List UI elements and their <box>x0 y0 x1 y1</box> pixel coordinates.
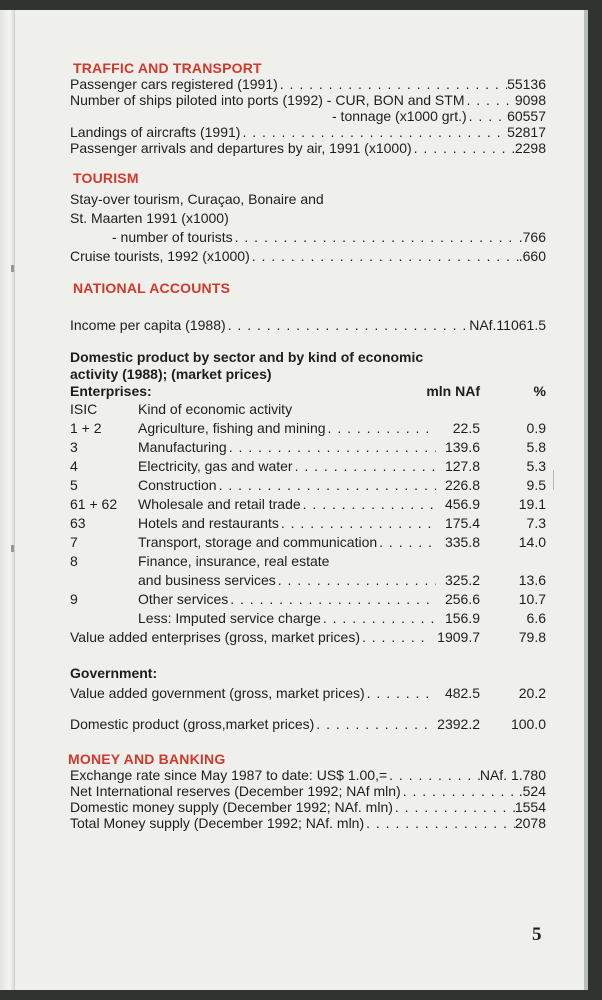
mln-value: 482.5 <box>444 685 480 701</box>
row-label: Total Money supply (December 1992; NAf. mln) <box>70 815 365 831</box>
dot-leader <box>250 247 519 266</box>
dot-leader <box>227 438 436 457</box>
tourism-row <box>70 228 546 247</box>
government-label: Government: <box>70 665 158 681</box>
row-label: Landings of aircrafts (1991) <box>70 124 241 140</box>
mln-value: 139.6 <box>444 439 480 455</box>
dot-leader <box>377 533 436 552</box>
activity-name: Wholesale and retail trade <box>138 496 301 512</box>
money-row <box>70 815 546 831</box>
row-label: Domestic product (gross,market prices) <box>70 716 315 732</box>
row-value: 52817 <box>507 124 546 140</box>
isic-code: 5 <box>70 477 78 493</box>
money-row <box>70 799 546 815</box>
pct-value: 20.2 <box>518 685 546 701</box>
isic-code: 8 <box>70 553 78 569</box>
dot-leader <box>233 228 519 247</box>
value-added-government-row <box>70 683 546 703</box>
row-value: .524 <box>518 783 546 799</box>
pct-value: 7.3 <box>526 515 546 531</box>
domestic-product-row <box>70 715 546 734</box>
pct-value: 6.6 <box>526 610 546 626</box>
row-label: Number of ships piloted into ports (1992) - CUR, BON and STM <box>70 92 465 108</box>
row-label: Passenger arrivals and departures by air, 1991 (x1000) <box>70 140 412 156</box>
activity-name: Construction <box>138 477 217 493</box>
pct-value: 0.9 <box>526 420 546 436</box>
page-number: 5 <box>532 924 542 945</box>
traffic-row <box>70 124 546 140</box>
sector-row <box>70 476 546 495</box>
row-value: .766 <box>518 229 546 245</box>
row-label: - tonnage (x1000 grt.) <box>332 108 467 124</box>
traffic-row <box>70 76 546 92</box>
section-title-tourism: TOURISM <box>73 170 139 186</box>
row-value: 60557 <box>507 108 546 124</box>
dot-leader <box>387 767 480 783</box>
pct-value: 9.5 <box>526 477 546 493</box>
binding-mark <box>11 265 14 272</box>
sector-row <box>70 514 546 533</box>
row-value: 1554 <box>514 799 546 815</box>
binding-mark <box>11 545 14 552</box>
mln-value: 175.4 <box>444 515 480 531</box>
isic-code: 63 <box>70 515 86 531</box>
dot-leader <box>321 609 436 628</box>
pct-value: 19.1 <box>518 496 546 512</box>
sector-row <box>70 438 546 457</box>
activity-name: Less: Imputed service charge <box>138 610 321 626</box>
sector-row <box>70 590 546 609</box>
dot-leader <box>226 316 470 335</box>
dot-leader <box>465 92 515 108</box>
money-row <box>70 783 546 799</box>
gdp-heading: activity (1988); (market prices) <box>70 366 272 382</box>
sector-row <box>70 571 546 590</box>
isic-code: 4 <box>70 458 78 474</box>
gdp-heading: Domestic product by sector and by kind of economic <box>70 349 424 365</box>
income-per-capita-row <box>70 316 546 335</box>
row-value: 55136 <box>507 76 546 92</box>
row-value: 9098 <box>514 92 546 108</box>
pct-value: 5.3 <box>526 458 546 474</box>
dot-leader <box>293 457 436 476</box>
section-title-money: MONEY AND BANKING <box>68 751 226 767</box>
isic-code: 61 + 62 <box>70 496 118 512</box>
activity-name: and business services <box>138 572 276 588</box>
mln-value: 256.6 <box>444 591 480 607</box>
mln-value: 335.8 <box>444 534 480 550</box>
activity-name: Manufacturing <box>138 439 227 455</box>
row-label: Cruise tourists, 1992 (x1000) <box>70 248 250 264</box>
dot-leader <box>278 76 507 92</box>
isic-code: 3 <box>70 439 78 455</box>
dot-leader <box>401 783 519 799</box>
row-value: NAf.11061.5 <box>469 317 546 333</box>
row-label: - number of tourists <box>112 229 233 245</box>
dot-leader <box>228 590 436 609</box>
page-smudge <box>553 470 554 490</box>
gdp-subheader <box>70 400 546 419</box>
row-label: Value added government (gross, market prices) <box>70 685 365 701</box>
mln-value: 22.5 <box>452 420 480 436</box>
isic-code: 1 + 2 <box>70 420 102 436</box>
mln-value: 226.8 <box>444 477 480 493</box>
activity-name: Finance, insurance, real estate <box>138 553 330 569</box>
row-label: Net International reserves (December 1992; NAf mln) <box>70 783 401 799</box>
column-header-isic: ISIC <box>70 401 98 417</box>
sector-row <box>70 533 546 552</box>
row-label: Value added enterprises (gross, market prices) <box>70 629 360 645</box>
enterprises-label: Enterprises: <box>70 383 152 399</box>
mln-value: 127.8 <box>444 458 480 474</box>
section-title-national-accounts: NATIONAL ACCOUNTS <box>73 280 231 296</box>
mln-value: 456.9 <box>444 496 480 512</box>
dot-leader <box>364 815 515 831</box>
pct-value: 5.8 <box>526 439 546 455</box>
activity-name: Transport, storage and communication <box>138 534 378 550</box>
mln-value: 2392.2 <box>437 716 480 732</box>
sector-row <box>70 457 546 476</box>
row-value: .660 <box>518 248 546 264</box>
dot-leader <box>393 799 515 815</box>
dot-leader <box>365 683 436 703</box>
activity-name: Hotels and restaurants <box>138 515 279 531</box>
gdp-column-header <box>70 383 546 400</box>
sector-row <box>70 552 546 571</box>
sector-row <box>70 495 546 514</box>
column-header-pct: % <box>533 383 546 399</box>
activity-name: Agriculture, fishing and mining <box>138 420 326 436</box>
column-header-mln: mln NAf <box>426 383 480 399</box>
dot-leader <box>301 495 436 514</box>
row-label: Income per capita (1988) <box>70 317 226 333</box>
page-binding <box>0 10 15 990</box>
pct-value: 79.8 <box>518 629 546 645</box>
activity-name: Electricity, gas and water <box>138 458 293 474</box>
pct-value: 100.0 <box>510 716 546 732</box>
mln-value: 156.9 <box>444 610 480 626</box>
row-label: Passenger cars registered (1991) <box>70 76 278 92</box>
dot-leader <box>279 514 436 533</box>
row-value: NAf. 1.780 <box>479 767 546 783</box>
sector-row <box>70 419 546 438</box>
traffic-row <box>70 108 546 124</box>
row-value: 2298 <box>514 140 546 156</box>
traffic-row <box>70 140 546 156</box>
tourism-row <box>70 247 546 266</box>
section-title-traffic: TRAFFIC AND TRANSPORT <box>73 60 262 76</box>
tourism-intro: St. Maarten 1991 (x1000) <box>70 210 229 226</box>
mln-value: 1909.7 <box>437 629 480 645</box>
pct-value: 14.0 <box>518 534 546 550</box>
row-label: Exchange rate since May 1987 to date: US$ 1.00,= <box>70 767 388 783</box>
dot-leader <box>360 628 430 647</box>
money-row <box>70 767 546 783</box>
traffic-row <box>70 92 546 108</box>
tourism-intro: Stay-over tourism, Curaçao, Bonaire and <box>70 191 324 207</box>
pct-value: 13.6 <box>518 572 546 588</box>
mln-value: 325.2 <box>444 572 480 588</box>
page-edge <box>584 10 588 990</box>
dot-leader <box>217 476 436 495</box>
dot-leader <box>276 571 436 590</box>
value-added-enterprises-row <box>70 628 546 647</box>
dot-leader <box>240 124 507 140</box>
sector-row <box>70 609 546 628</box>
row-value: 2078 <box>514 815 546 831</box>
activity-name: Other services <box>138 591 229 607</box>
dot-leader <box>467 108 507 124</box>
row-label: Domestic money supply (December 1992; NAf. mln) <box>70 799 393 815</box>
column-header-activity: Kind of economic activity <box>138 401 293 417</box>
pct-value: 10.7 <box>518 591 546 607</box>
dot-leader <box>412 140 515 156</box>
dot-leader <box>314 715 430 734</box>
isic-code: 7 <box>70 534 78 550</box>
isic-code: 9 <box>70 591 78 607</box>
dot-leader <box>326 419 436 438</box>
page-content <box>70 60 546 831</box>
